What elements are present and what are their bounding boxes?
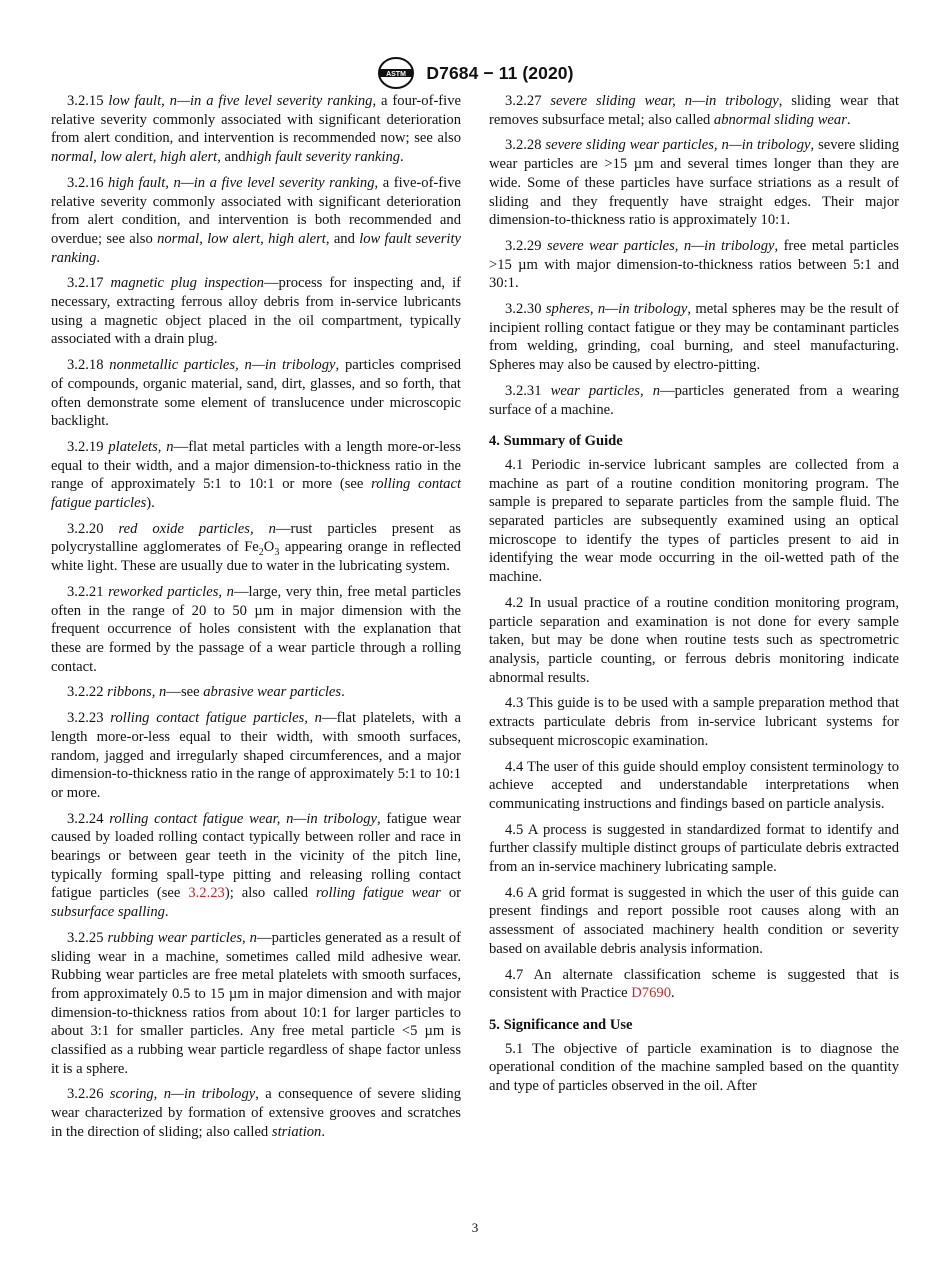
definition-3-2-17: 3.2.17 magnetic plug inspection—process for inspecting and, if necessary, extracting ferrous alloy debris from in-service lubricants using a magnetic object placed in the oil compartment, typically associated with a drain plug.: [51, 275, 461, 348]
definition-3-2-29: 3.2.29 severe wear particles, n—in tribology, free metal particles >15 µm with major dimension-to-thickness ratios between 5:1 and 30:1.: [489, 237, 899, 292]
paragraph-4-6: 4.6 A grid format is suggested in which the user of this guide can present findings and report possible root causes along with an assessment of associated machinery health condition or severity based on available debris analysis information.: [489, 884, 899, 957]
definition-3-2-22: 3.2.22 ribbons, n—see abrasive wear particles.: [67, 684, 345, 701]
paragraph-4-1: 4.1 Periodic in-service lubricant samples are collected from a machine as part of a routine condition monitoring program. The sample is prepared to separate particles from the sample fluid. The separated particles are subsequently examined using an optical microscope to identify the types of particles present to aid in identifying the wear mode occurring in the oil-wetted path of the machine.: [489, 456, 899, 586]
document-designation: D7684 − 11 (2020): [426, 62, 574, 83]
definition-3-2-16: 3.2.16 high fault, n—in a five level severity ranking, a five-of-five relative severity commonly associated with significant deterioration from alert condition, and intervention is both recommended and overdue; see also normal, low alert, high alert, and low fault severity ranking.: [51, 174, 461, 266]
svg-text:ASTM: ASTM: [386, 71, 407, 78]
left-column: [51, 92, 461, 1149]
link-3-2-23[interactable]: 3.2.23: [188, 885, 225, 902]
definition-3-2-15: 3.2.15 low fault, n—in a five level severity ranking, a four-of-five relative severity commonly associated with significant deterioration from alert condition, and intervention is recommended now; see also normal, low alert, high alert, andhigh fault severity ranking.: [51, 93, 461, 166]
definition-3-2-25: 3.2.25 rubbing wear particles, n—particles generated as a result of sliding wear in a machine, sometimes called mild adhesive wear. Rubbing wear particles are free metal platelets with smooth surfaces, from approximately 0.5 to 15 µm in major dimension and with major dimension-to-thickness ratios from about 10:1 for larger particles to about 3:1 for smaller particles. Any free metal particle <5 µm is classified as a rubbing wear particle regardless of shape factor unless it is a sphere.: [51, 929, 461, 1077]
section-5-heading: 5. Significance and Use: [489, 1016, 633, 1033]
page-number: 3: [471, 1220, 479, 1235]
link-d7690[interactable]: D7690: [631, 985, 671, 1002]
definition-3-2-20: 3.2.20 red oxide particles, n—rust particles present as polycrystalline agglomerates of $Fe_2O_3$ appearing orange in reflected white light. These are usually due to water in the lubricating system.: [51, 520, 461, 575]
definition-3-2-28: 3.2.28 severe sliding wear particles, n—in tribology, severe sliding wear particles are >15 µm and several times longer than they are wide. Some of these particles have surface striations as a result of sliding and they frequently have straight edges. Their major dimension-to-thickness ratio is approximately 10:1.: [489, 137, 899, 229]
definition-3-2-26: 3.2.26 scoring, n—in tribology, a consequence of severe sliding wear characterized by formation of extensive grooves and scratches in the direction of sliding; also called striation.: [51, 1086, 461, 1140]
page-header: [0, 56, 950, 90]
paragraph-4-2: 4.2 In usual practice of a routine condition monitoring program, particle separation and examination is not done for every sample taken, but may be done when routine tests such as spectrometric analysis, particle counting, or ferrous debris monitoring indicate abnormal results.: [489, 594, 899, 686]
definition-3-2-21: 3.2.21 reworked particles, n—large, very thin, free metal particles often in the range of 20 to 50 µm in major dimension with the frequent occurrence of holes consistent with the explanation that these are formed by the passage of a wear particle through a rolling contact.: [51, 583, 461, 675]
definition-3-2-27: 3.2.27 severe sliding wear, n—in tribology, sliding wear that removes subsurface metal; also called abnormal sliding wear.: [489, 93, 899, 128]
paragraph-4-4: 4.4 The user of this guide should employ consistent terminology to achieve accepted and understandable interpretations when communicating instructions and findings based on particle analysis.: [489, 758, 899, 812]
astm-logo-icon: [376, 56, 416, 90]
definition-3-2-31: 3.2.31 wear particles, n—particles generated from a wearing surface of a machine.: [489, 382, 899, 418]
paragraph-4-3: 4.3 This guide is to be used with a sample preparation method that extracts particulate debris from in-service lubricant systems for subsequent microscopic examination.: [489, 695, 899, 749]
definition-3-2-24: 3.2.24 rolling contact fatigue wear, n—in tribology, fatigue wear caused by loaded rolling contact typically between roller and race in bearings or between gear teeth in the vicinity of the pitch line, typically forming spall-type pitting and releasing rolling contact fatigue particles (see 3.2.23); also called rolling fatigue wear or subsurface spalling.: [51, 810, 461, 921]
definition-3-2-30: 3.2.30 spheres, n—in tribology, metal spheres may be the result of incipient rolling contact fatigue or they may be contaminant particles from welding, grinding, coal burning, and steel manufacturing. Spheres may also be caused by electro-pitting.: [489, 301, 900, 374]
paragraph-4-5: 4.5 A process is suggested in standardized format to identify and further classify multiple distinct groups of particulate debris extracted from an in-service machinery lubricating sample.: [489, 821, 899, 876]
definition-3-2-19: 3.2.19 platelets, n—flat metal particles with a length more-or-less equal to their width, and a major dimension-to-thickness ratio in the range of approximately 5:1 to 10:1 or more (see rolling contact fatigue particles).: [51, 438, 461, 512]
definition-3-2-18: 3.2.18 nonmetallic particles, n—in tribology, particles comprised of compounds, organic material, sand, dirt, glasses, and so forth, that often demonstrate some element of translucence under microscopic backlight.: [51, 357, 461, 430]
definition-3-2-23: 3.2.23 rolling contact fatigue particles, n—flat platelets, with a length more-or-less equal to their width, with smooth surfaces, random, jagged and irregularly shaped circumferences, and a major dimension-to-thickness ratio in the range of approximately 5:1 to 10:1 or more.: [51, 710, 461, 801]
right-column: [489, 92, 899, 1103]
paragraph-4-7: 4.7 An alternate classification scheme is suggested that is consistent with Practice D7690.: [489, 966, 899, 1002]
section-4-heading: 4. Summary of Guide: [489, 433, 623, 450]
paragraph-5-1: 5.1 The objective of particle examination is to diagnose the operational condition of the machine sampled based on the quantity and type of particles observed in the oil. After: [489, 1040, 899, 1095]
